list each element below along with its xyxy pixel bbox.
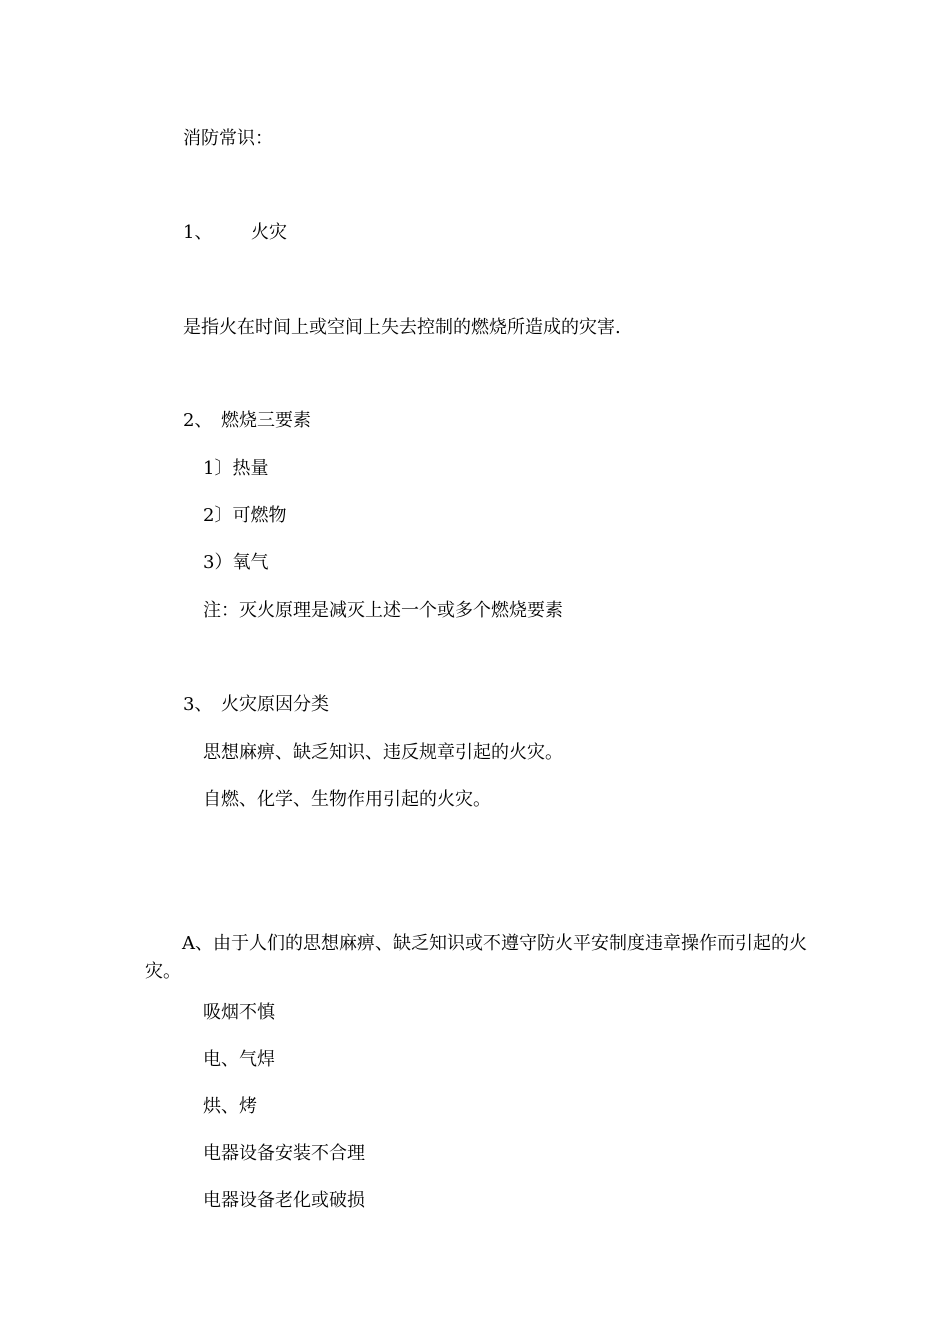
section-a-item: 电器设备老化或破损 bbox=[203, 1190, 365, 1211]
section-a-item: 吸烟不慎 bbox=[203, 1002, 275, 1023]
section-a-item: 烘、烤 bbox=[203, 1096, 257, 1117]
section-3-heading: 火灾原因分类 bbox=[221, 694, 329, 715]
section-1-number: 1、 bbox=[183, 222, 213, 243]
section-2-note: 注：灭火原理是减灭上述一个或多个燃烧要素 bbox=[203, 600, 563, 621]
section-2-item: 3）氧气 bbox=[203, 552, 269, 573]
section-1-heading-line bbox=[183, 222, 287, 244]
section-a-paragraph: A、由于人们的思想麻痹、缺乏知识或不遵守防火平安制度违章操作而引起的火灾。 bbox=[145, 933, 807, 982]
section-2-item: 2〕可燃物 bbox=[203, 505, 287, 526]
section-3-number: 3、 bbox=[183, 694, 213, 715]
section-a-item: 电、气焊 bbox=[203, 1049, 275, 1070]
section-a-item: 电器设备安装不合理 bbox=[203, 1143, 365, 1164]
section-3-heading-line bbox=[183, 694, 329, 716]
section-2-heading-line bbox=[183, 410, 311, 432]
section-2-item: 1〕热量 bbox=[203, 458, 269, 479]
section-3-item: 思想麻痹、缺乏知识、违反规章引起的火灾。 bbox=[203, 742, 563, 763]
section-1-definition: 是指火在时间上或空间上失去控制的燃烧所造成的灾害. bbox=[183, 317, 621, 338]
section-2-number: 2、 bbox=[183, 410, 213, 431]
document-title: 消防常识： bbox=[183, 128, 273, 149]
section-3-item: 自燃、化学、生物作用引起的火灾。 bbox=[203, 789, 491, 810]
section-2-heading: 燃烧三要素 bbox=[221, 410, 311, 431]
section-1-heading: 火灾 bbox=[251, 222, 287, 243]
